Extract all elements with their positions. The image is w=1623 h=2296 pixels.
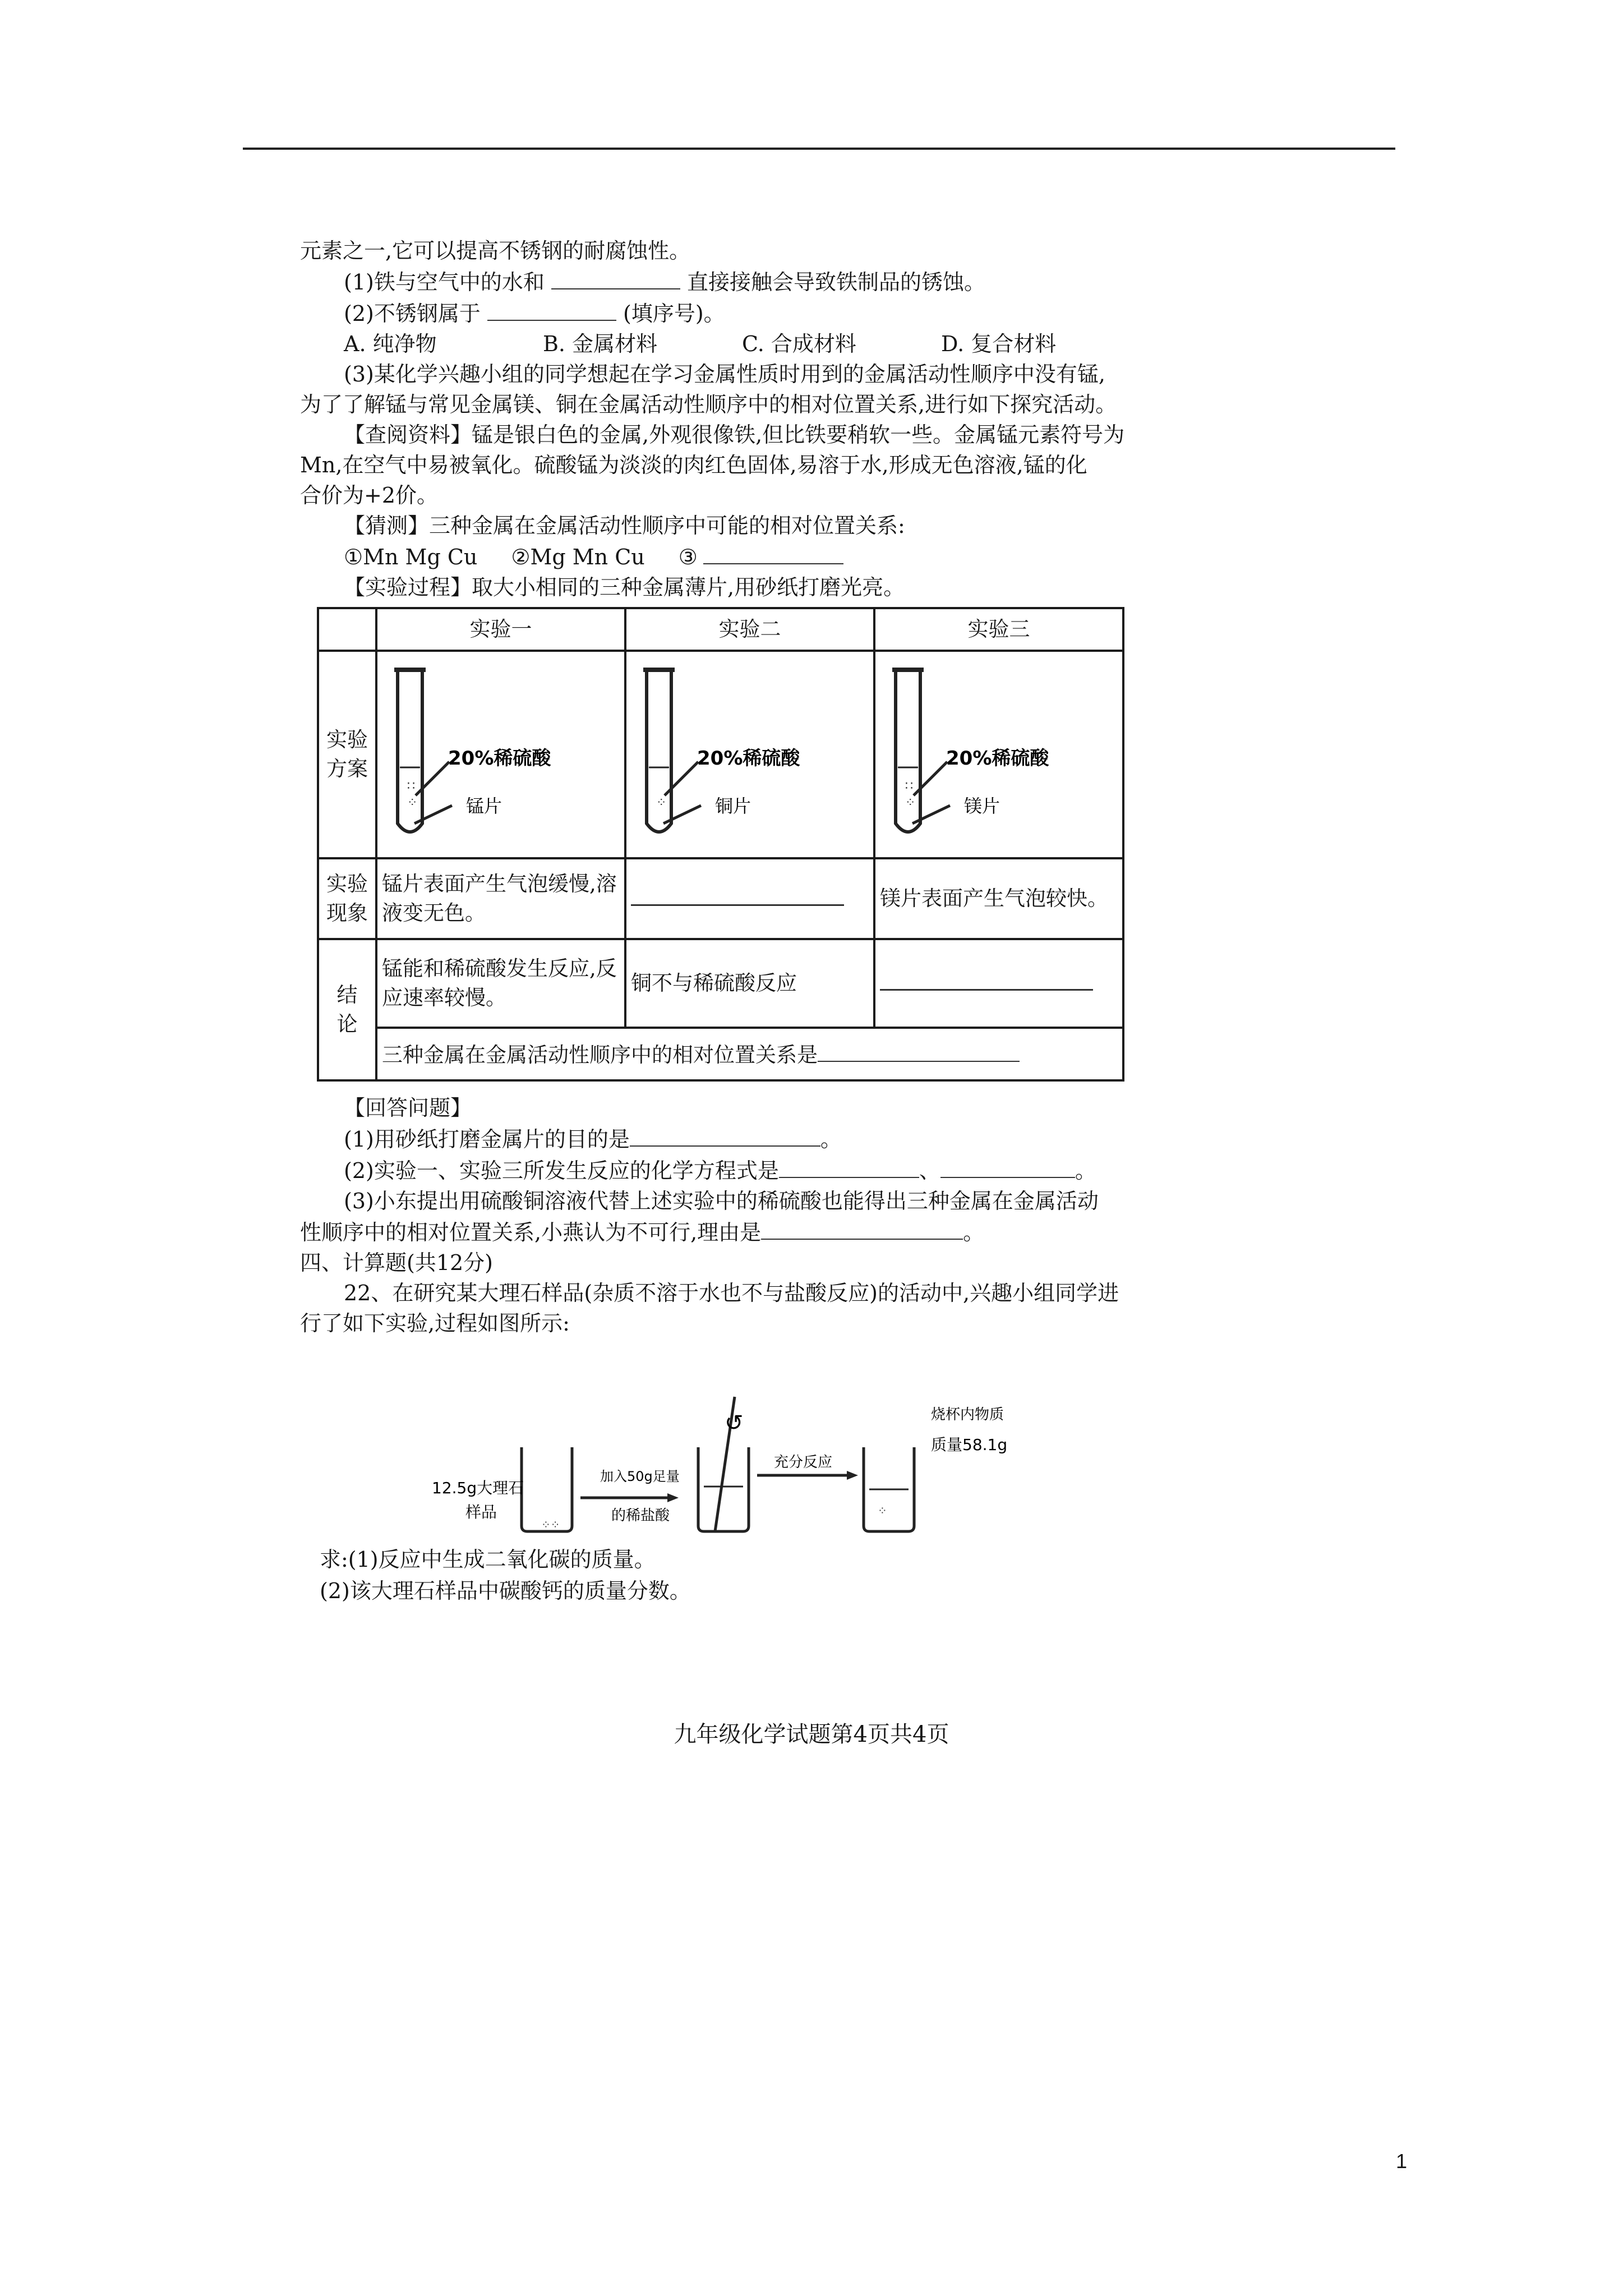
answer-blank[interactable] — [761, 1216, 963, 1240]
experiment-table — [317, 607, 1124, 1082]
answer-3-line-2: 性顺序中的相对位置关系,小燕认为不可行,理由是 。 — [300, 1216, 1175, 1248]
page-number: 1 — [1395, 2150, 1407, 2173]
option-b: B. 金属材料 — [543, 332, 658, 356]
answer-blank[interactable] — [779, 1154, 919, 1178]
sample-label-1: 12.5g大理石 — [432, 1479, 524, 1497]
add-acid-label-1: 加入50g足量 — [600, 1469, 680, 1484]
intro-text: 元素之一,它可以提高不锈钢的耐腐蚀性。 — [300, 238, 691, 263]
page-footer: 九年级化学试题第4页共4页 — [674, 1722, 949, 1747]
question-22-line-2: 行了如下实验,过程如图所示: — [300, 1311, 570, 1336]
answer-blank[interactable] — [487, 297, 616, 321]
answer-blank[interactable] — [880, 969, 1093, 991]
label-pointer — [663, 806, 701, 823]
process-heading: 【实验过程】取大小相同的三种金属薄片,用砂纸打磨光亮。 — [344, 575, 905, 600]
reference-line-1: 【查阅资料】锰是银白色的金属,外观很像铁,但比铁要稍软一些。金属锰元素符号为 — [344, 422, 1125, 447]
question-2: (2)不锈钢属于 (填序号)。 — [300, 297, 1175, 329]
result-label-1: 烧杯内物质 — [931, 1406, 1004, 1423]
question-22-line-1: 22、在研究某大理石样品(杂质不溶于水也不与盐酸反应)的活动中,兴趣小组同学进 — [344, 1281, 1119, 1305]
sample-label-2: 样品 — [465, 1503, 497, 1521]
label-pointer — [414, 806, 452, 823]
arrow-1-head — [667, 1493, 679, 1502]
tube-lip — [892, 668, 924, 672]
test-tube-figure — [631, 655, 878, 846]
summary-row: 三种金属在金属活动性顺序中的相对位置关系是 — [376, 1028, 1123, 1080]
answer-blank[interactable] — [630, 1123, 820, 1147]
header-rule — [243, 148, 1395, 150]
label-pointer — [912, 806, 950, 823]
options-list — [300, 329, 1175, 359]
concl-exp-1: 锰能和稀硫酸发生反应,反应速率较慢。 — [376, 939, 625, 1028]
arrow-2-head — [847, 1471, 858, 1480]
plan-exp-3 — [874, 651, 1123, 858]
option-a: A. 纯净物 — [344, 332, 437, 356]
acid-label: 20%稀硫酸 — [448, 747, 551, 770]
reference-line-3: 合价为+2价。 — [300, 483, 439, 508]
liquid-texture: ⁘ — [656, 796, 667, 810]
header-exp-3: 实验三 — [874, 608, 1123, 651]
header-exp-2: 实验二 — [625, 608, 874, 651]
metal-label: 镁片 — [964, 795, 1000, 817]
metal-label: 铜片 — [715, 795, 751, 817]
sample-particles: ⁘⁘ — [541, 1518, 560, 1531]
plan-exp-1 — [376, 651, 625, 858]
liquid-texture: ∷ — [407, 779, 415, 793]
answer-2: (2)实验一、实验三所发生反应的化学方程式是 、 。 — [300, 1154, 1175, 1186]
concl-exp-2: 铜不与稀硫酸反应 — [625, 939, 874, 1028]
answer-heading: 【回答问题】 — [344, 1096, 472, 1120]
test-tube-figure — [880, 655, 1127, 846]
section-4-heading: 四、计算题(共12分) — [300, 1250, 494, 1275]
stirring-motion: ↺ — [725, 1410, 744, 1436]
obs-exp-1: 锰片表面产生气泡缓慢,溶液变无色。 — [376, 858, 625, 939]
option-c: C. 合成材料 — [742, 332, 856, 356]
test-tube-figure — [382, 655, 629, 846]
row-label-plan: 实验方案 — [318, 651, 376, 858]
add-acid-label-2: 的稀盐酸 — [611, 1507, 670, 1524]
guess-heading: 【猜测】三种金属在金属活动性顺序中可能的相对位置关系: — [344, 513, 905, 538]
liquid-texture: ⁘ — [905, 796, 916, 810]
acid-label: 20%稀硫酸 — [946, 747, 1049, 770]
question-3-line-2: 为了了解锰与常见金属镁、铜在金属活动性顺序中的相对位置关系,进行如下探究活动。 — [300, 392, 1117, 417]
answer-3-line-1: (3)小东提出用硫酸铜溶液代替上述实验中的稀硫酸也能得出三种金属在金属活动 — [344, 1189, 1099, 1213]
answer-blank[interactable] — [703, 541, 843, 564]
answer-blank[interactable] — [551, 266, 680, 289]
exam-content — [300, 236, 1175, 1338]
row-label-observation: 实验现象 — [318, 858, 376, 939]
question-3-line-1: (3)某化学兴趣小组的同学想起在学习金属性质时用到的金属活动性顺序中没有锰, — [344, 362, 1105, 386]
guess-1: ①Mn Mg Cu — [344, 545, 478, 569]
obs-exp-3: 镁片表面产生气泡较快。 — [874, 858, 1123, 939]
tube-lip — [394, 668, 426, 672]
table-corner — [318, 608, 376, 651]
sediment: ⁘ — [878, 1504, 887, 1517]
answer-1: (1)用砂纸打磨金属片的目的是 。 — [300, 1123, 1175, 1154]
react-label: 充分反应 — [774, 1454, 833, 1471]
header-exp-1: 实验一 — [376, 608, 625, 651]
tube-lip — [643, 668, 675, 672]
reference-line-2: Mn,在空气中易被氧化。硫酸锰为淡淡的肉红色固体,易溶于水,形成无色溶液,锰的化 — [300, 453, 1087, 477]
question-1: (1)铁与空气中的水和 直接接触会导致铁制品的锈蚀。 — [300, 266, 1175, 297]
guess-options — [300, 541, 1175, 572]
row-label-conclusion: 结 论 — [318, 939, 376, 1080]
liquid-texture: ⁘ — [407, 796, 418, 810]
obs-exp-2 — [625, 858, 874, 939]
result-label-2: 质量58.1g — [931, 1435, 1008, 1454]
answer-blank[interactable] — [631, 884, 844, 906]
option-d: D. 复合材料 — [941, 332, 1057, 356]
ask-1: 求:(1)反应中生成二氧化碳的质量。 — [320, 1547, 656, 1572]
calc-questions — [320, 1544, 691, 1607]
plan-exp-2 — [625, 651, 874, 858]
metal-label: 锰片 — [466, 795, 502, 817]
liquid-texture: ∷ — [905, 779, 913, 793]
guess-3: ③ — [678, 545, 698, 569]
concl-exp-3 — [874, 939, 1123, 1028]
acid-label: 20%稀硫酸 — [697, 747, 800, 770]
beaker-2 — [698, 1447, 749, 1531]
answer-blank[interactable] — [818, 1038, 1020, 1062]
ask-2: (2)该大理石样品中碳酸钙的质量分数。 — [320, 1579, 691, 1603]
guess-2: ②Mg Mn Cu — [511, 545, 645, 569]
answer-blank[interactable] — [940, 1154, 1075, 1178]
